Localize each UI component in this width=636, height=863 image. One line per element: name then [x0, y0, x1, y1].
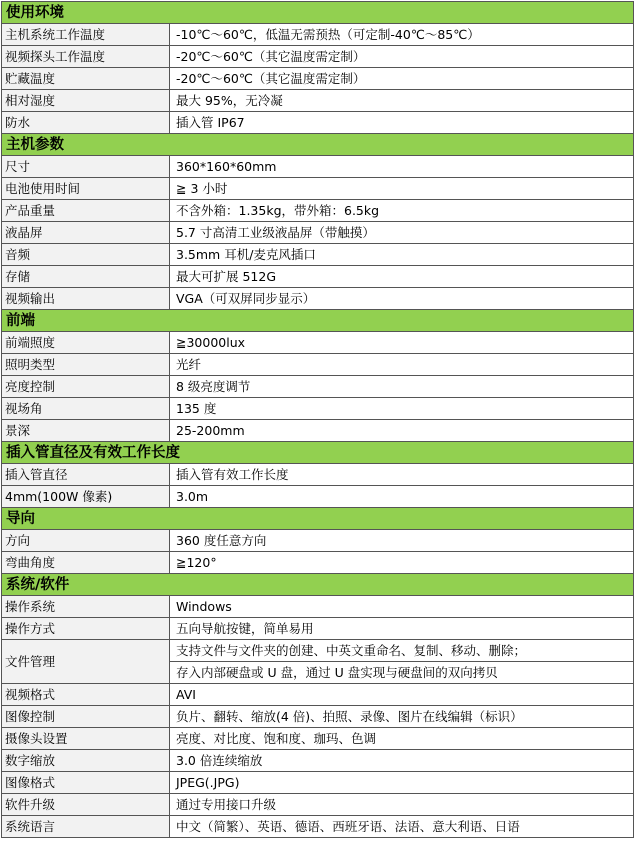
- table-row-file-management: [2, 640, 634, 662]
- row-label: 音频: [2, 244, 170, 266]
- table-row: [2, 728, 634, 750]
- row-value: 8 级亮度调节: [170, 376, 634, 398]
- table-row: [2, 288, 634, 310]
- table-row: [2, 772, 634, 794]
- table-row: [2, 618, 634, 640]
- row-value: 负片、翻转、缩放(4 倍)、拍照、录像、图片在线编辑（标识）: [170, 706, 634, 728]
- row-value: 光纤: [170, 354, 634, 376]
- table-row: [2, 244, 634, 266]
- row-label: 前端照度: [2, 332, 170, 354]
- row-label: 4mm(100W 像素): [2, 486, 170, 508]
- row-label: 电池使用时间: [2, 178, 170, 200]
- table-row: [2, 486, 634, 508]
- row-value: -20℃～60℃（其它温度需定制）: [170, 46, 634, 68]
- table-row: [2, 684, 634, 706]
- row-label: 弯曲角度: [2, 552, 170, 574]
- row-label: 产品重量: [2, 200, 170, 222]
- row-label: 亮度控制: [2, 376, 170, 398]
- row-value: 5.7 寸高清工业级液晶屏（带触摸）: [170, 222, 634, 244]
- row-value: ≧ 3 小时: [170, 178, 634, 200]
- row-label: 景深: [2, 420, 170, 442]
- row-label: 视频格式: [2, 684, 170, 706]
- row-value: -10℃～60℃，低温无需预热（可定制-40℃～85℃）: [170, 24, 634, 46]
- row-value: 支持文件与文件夹的创建、中英文重命名、复制、移动、删除；: [170, 640, 634, 662]
- row-label: 数字缩放: [2, 750, 170, 772]
- row-label: 图像控制: [2, 706, 170, 728]
- table-row: [2, 464, 634, 486]
- row-value: ≧30000lux: [170, 332, 634, 354]
- table-row: [2, 332, 634, 354]
- row-value: JPEG(.JPG): [170, 772, 634, 794]
- row-value: 360 度任意方向: [170, 530, 634, 552]
- row-value: 25-200mm: [170, 420, 634, 442]
- row-value: 3.5mm 耳机/麦克风插口: [170, 244, 634, 266]
- section-title: 主机参数: [2, 134, 634, 156]
- row-value: VGA（可双屏同步显示）: [170, 288, 634, 310]
- row-label: 照明类型: [2, 354, 170, 376]
- row-label: 存储: [2, 266, 170, 288]
- row-value: 亮度、对比度、饱和度、珈玛、色调: [170, 728, 634, 750]
- table-row: [2, 68, 634, 90]
- row-value: ≧120°: [170, 552, 634, 574]
- section-title: 系统/软件: [2, 574, 634, 596]
- table-row: [2, 706, 634, 728]
- table-row: [2, 530, 634, 552]
- table-row: [2, 398, 634, 420]
- row-value: 插入管有效工作长度: [170, 464, 634, 486]
- row-value: 3.0 倍连续缩放: [170, 750, 634, 772]
- row-label: 视频探头工作温度: [2, 46, 170, 68]
- row-value: 通过专用接口升级: [170, 794, 634, 816]
- row-value: 存入内部硬盘或 U 盘，通过 U 盘实现与硬盘间的双向拷贝: [170, 662, 634, 684]
- row-label: 贮藏温度: [2, 68, 170, 90]
- row-label: 软件升级: [2, 794, 170, 816]
- row-label: 插入管直径: [2, 464, 170, 486]
- table-row: [2, 794, 634, 816]
- row-label: 方向: [2, 530, 170, 552]
- table-row: [2, 112, 634, 134]
- row-value: -20℃～60℃（其它温度需定制）: [170, 68, 634, 90]
- table-row: [2, 596, 634, 618]
- row-label: 文件管理: [2, 640, 170, 684]
- row-label: 视场角: [2, 398, 170, 420]
- table-row: [2, 156, 634, 178]
- row-value: 最大可扩展 512G: [170, 266, 634, 288]
- table-row: [2, 24, 634, 46]
- table-row: [2, 266, 634, 288]
- table-row: [2, 420, 634, 442]
- row-value: 3.0m: [170, 486, 634, 508]
- section-title: 前端: [2, 310, 634, 332]
- row-value: 五向导航按键，简单易用: [170, 618, 634, 640]
- row-label: 相对湿度: [2, 90, 170, 112]
- table-row: [2, 200, 634, 222]
- section-header-probe: [2, 442, 634, 464]
- row-label: 操作方式: [2, 618, 170, 640]
- table-row: [2, 750, 634, 772]
- spec-table-body: [2, 2, 634, 838]
- section-header-front: [2, 310, 634, 332]
- table-row: [2, 90, 634, 112]
- table-row: [2, 552, 634, 574]
- row-value: Windows: [170, 596, 634, 618]
- row-value: 不含外箱：1.35kg，带外箱：6.5kg: [170, 200, 634, 222]
- section-title: 插入管直径及有效工作长度: [2, 442, 634, 464]
- row-label: 主机系统工作温度: [2, 24, 170, 46]
- table-row: [2, 816, 634, 838]
- row-value: 中文（简繁）、英语、德语、西班牙语、法语、意大利语、日语: [170, 816, 634, 838]
- row-value: 360*160*60mm: [170, 156, 634, 178]
- row-label: 液晶屏: [2, 222, 170, 244]
- row-label: 图像格式: [2, 772, 170, 794]
- table-row: [2, 354, 634, 376]
- row-label: 防水: [2, 112, 170, 134]
- table-row: [2, 46, 634, 68]
- row-value: 插入管 IP67: [170, 112, 634, 134]
- section-title: 导向: [2, 508, 634, 530]
- row-label: 摄像头设置: [2, 728, 170, 750]
- row-label: 尺寸: [2, 156, 170, 178]
- row-label: 操作系统: [2, 596, 170, 618]
- section-title: 使用环境: [2, 2, 634, 24]
- spec-table: [1, 1, 634, 838]
- row-label: 视频输出: [2, 288, 170, 310]
- section-header-host: [2, 134, 634, 156]
- section-header-system: [2, 574, 634, 596]
- section-header-guide: [2, 508, 634, 530]
- row-value: AVI: [170, 684, 634, 706]
- table-row: [2, 222, 634, 244]
- row-label: 系统语言: [2, 816, 170, 838]
- row-value: 135 度: [170, 398, 634, 420]
- section-header-env: [2, 2, 634, 24]
- table-row: [2, 178, 634, 200]
- table-row: [2, 376, 634, 398]
- row-value: 最大 95%，无冷凝: [170, 90, 634, 112]
